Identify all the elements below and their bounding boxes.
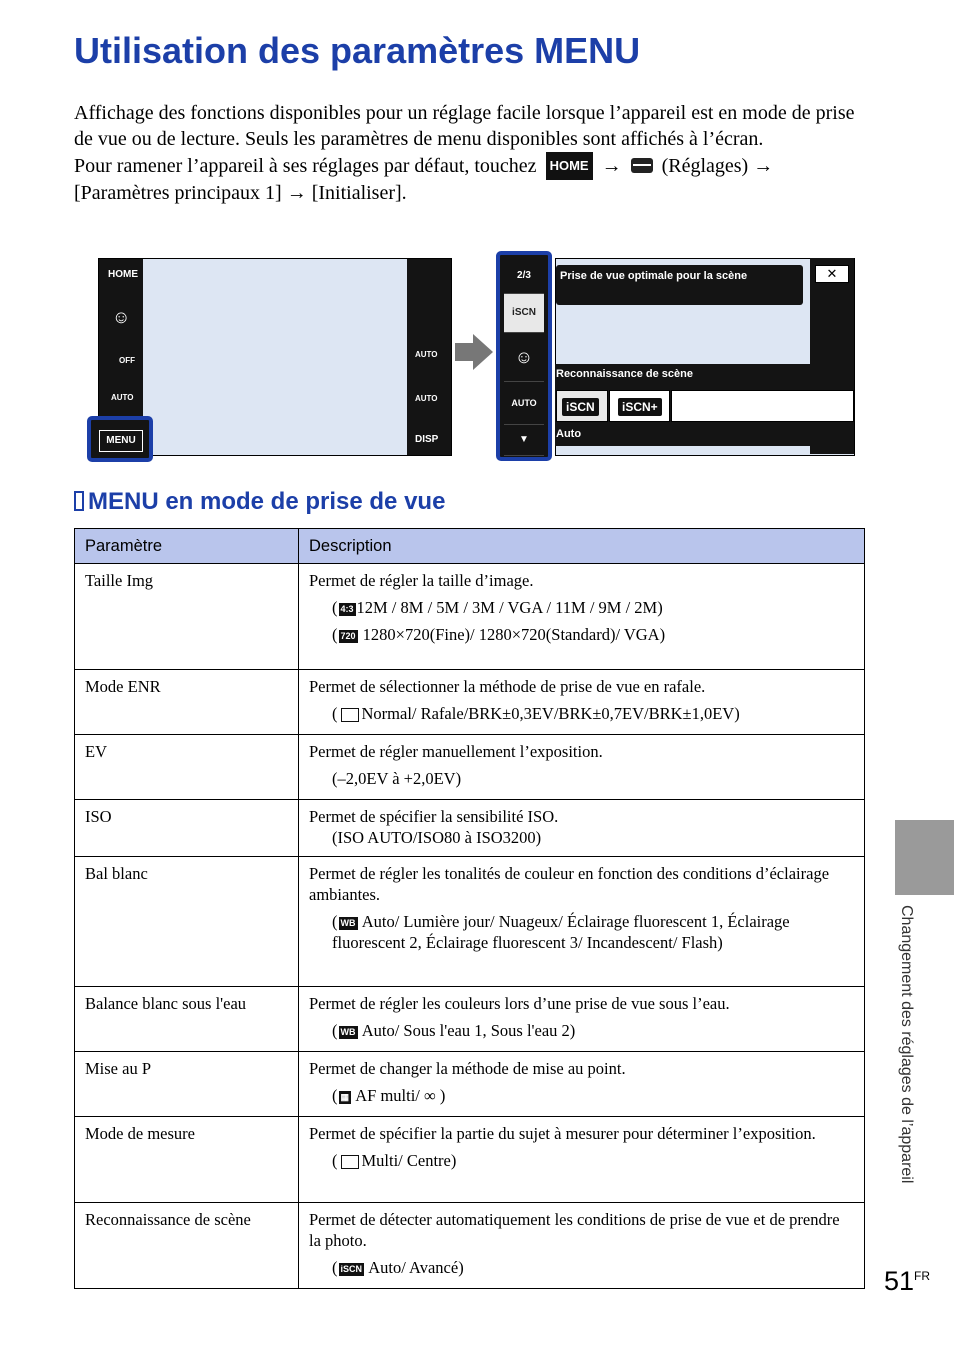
desc-cell <box>299 1117 865 1203</box>
desc-sub-text: AF multi/ ∞ ) <box>355 1086 446 1105</box>
param-cell: Balance blanc sous l'eau <box>75 987 299 1052</box>
desc-sub-text: Auto/ Lumière jour/ Nuageux/ Éclairage fluorescent 1, Éclairage fluorescent 2, Éclairage fluorescent 3/ Incandescent/ Flash) <box>332 912 790 952</box>
table-row <box>75 1203 865 1289</box>
flash-auto-icon: AUTO <box>415 350 438 359</box>
table-row <box>75 800 865 857</box>
iscn-icon: iSCN <box>562 398 599 416</box>
table-header-row <box>75 529 865 564</box>
smile-icon: ☺ <box>112 307 131 327</box>
section-title: MENU en mode de prise de vue <box>88 488 446 515</box>
home-icon: HOME <box>546 152 593 180</box>
intro-text-c: [Paramètres principaux 1] <box>74 182 282 204</box>
macro-auto-icon: AUTO <box>415 394 438 403</box>
intro-text-b: (Réglages) <box>661 155 749 177</box>
page-number <box>884 1266 930 1297</box>
timer-off-icon: OFF <box>119 356 135 365</box>
side-tab <box>895 820 954 895</box>
desc-text: Permet de spécifier la partie du sujet à mesurer pour déterminer l’exposition. <box>309 1124 816 1143</box>
iscn-plus-option[interactable] <box>609 390 670 422</box>
desc-text: Permet de sélectionner la méthode de prise de vue en rafale. <box>309 677 706 696</box>
desc-cell <box>299 1203 865 1289</box>
desc-text: Permet de régler manuellement l’exposition. <box>309 742 603 761</box>
desc-text: Permet de spécifier la sensibilité ISO. <box>309 807 559 826</box>
underwater-wb-icon: WB <box>340 1026 356 1037</box>
iscn-plus-icon: iSCN+ <box>618 398 662 416</box>
menu-popup: Prise de vue optimale pour la scène <box>556 265 803 305</box>
arrow-icon: → <box>753 155 774 177</box>
table-row <box>75 857 865 987</box>
desc-sub: ( 4:3 12M / 8M / 5M / 3M / VGA / 11M / 9M / 2M) <box>332 598 663 617</box>
table-row <box>75 1052 865 1117</box>
menu-table <box>74 528 865 1289</box>
menu-item-iscn[interactable]: iSCN <box>504 294 544 333</box>
iscn-icon: iSCN <box>340 1263 363 1274</box>
table-row <box>75 564 865 670</box>
desc-sub: (–2,0EV à +2,0EV) <box>332 769 462 788</box>
arrow-icon: → <box>286 182 307 204</box>
scene-recognition-value: Auto <box>556 428 582 440</box>
intro-paragraph-2 <box>74 152 864 206</box>
table-row <box>75 735 865 800</box>
metering-multi-icon <box>341 1155 359 1169</box>
hd-fine-icon: 720 <box>340 630 356 641</box>
image-size-icon: 4:3 <box>340 603 354 614</box>
section-heading <box>74 488 445 516</box>
intro-text-a: Pour ramener l’appareil à ses réglages par défaut, touchez <box>74 155 537 177</box>
intro-paragraph-1: Affichage des fonctions disponibles pour un réglage facile lorsque l’appareil est en mode de prise de vue ou de lecture. Seuls les paramètres de menu disponibles sont affichés à l’écran. <box>74 102 855 150</box>
desc-sub: (ISO AUTO/ISO80 à ISO3200) <box>332 828 542 847</box>
empty-option <box>671 390 854 422</box>
desc-text: Permet de régler les couleurs lors d’une prise de vue sous l’eau. <box>309 994 730 1013</box>
param-cell: Mise au P <box>75 1052 299 1117</box>
desc-sub: ( WB Auto/ Lumière jour/ Nuageux/ Éclairage fluorescent 1, Éclairage fluorescent 2, Éclairage fluorescent 3/ Incandescent/ Flash) <box>332 912 790 952</box>
close-icon[interactable]: ✕ <box>815 265 849 283</box>
desc-sub: ( Multi/ Centre) <box>332 1151 457 1170</box>
scene-recognition-title: Reconnaissance de scène <box>556 368 693 380</box>
page-lang: FR <box>914 1269 931 1283</box>
desc-cell <box>299 735 865 800</box>
af-multi-icon: ▦ <box>340 1091 350 1102</box>
desc-cell <box>299 1052 865 1117</box>
desc-cell <box>299 670 865 735</box>
camera-right-bar <box>407 259 451 455</box>
wb-auto-icon: WB <box>340 917 356 928</box>
desc-sub-text: Normal/ Rafale/BRK±0,3EV/BRK±0,7EV/BRK±1,0EV) <box>361 704 740 723</box>
menu-item-face-auto[interactable]: AUTO <box>504 382 544 425</box>
intro-text-d: [Initialiser]. <box>311 182 407 204</box>
flow-arrow-icon <box>455 343 473 361</box>
param-cell: Mode de mesure <box>75 1117 299 1203</box>
intro-text <box>74 100 864 206</box>
desc-sub-text: Auto/ Sous l'eau 1, Sous l'eau 2) <box>361 1021 576 1040</box>
menu-button-highlight[interactable] <box>87 416 153 462</box>
param-cell: Taille Img <box>75 564 299 670</box>
desc-cell <box>299 564 865 670</box>
desc-sub: ( ▦ AF multi/ ∞ ) <box>332 1086 446 1105</box>
page-indicator: 2/3 <box>504 259 544 294</box>
desc-sub-text: 12M / 8M / 5M / 3M / VGA / 11M / 9M / 2M <box>356 598 658 617</box>
desc-text: Permet de régler la taille d’image. <box>309 571 534 590</box>
header-description: Description <box>299 529 865 564</box>
desc-sub-text: Auto/ Avancé) <box>368 1258 464 1277</box>
table-row <box>75 987 865 1052</box>
desc-text: Permet de régler les tonalités de couleur en fonction des conditions d’éclairage ambiantes. <box>309 864 830 904</box>
desc-text: Permet de changer la méthode de mise au point. <box>309 1059 626 1078</box>
disp-label: DISP <box>415 434 439 445</box>
toolbox-icon <box>631 158 653 173</box>
param-cell: EV <box>75 735 299 800</box>
desc-cell <box>299 800 865 857</box>
scroll-down-icon[interactable]: ▼ <box>504 425 544 456</box>
iscn-option[interactable] <box>556 390 608 422</box>
section-marker-icon <box>74 491 84 511</box>
home-label: HOME <box>108 269 138 280</box>
page-title: Utilisation des paramètres MENU <box>74 30 641 71</box>
flow-arrow-head <box>473 334 493 370</box>
table-row <box>75 1117 865 1203</box>
menu-item-smile[interactable]: ☺ <box>504 333 544 382</box>
desc-sub-text: Multi/ Centre) <box>361 1151 457 1170</box>
table-row <box>75 670 865 735</box>
menu-column-highlight <box>496 251 552 461</box>
iauto-icon: AUTO <box>111 393 134 402</box>
desc-cell <box>299 857 865 987</box>
desc-sub: ( WB Auto/ Sous l'eau 1, Sous l'eau 2) <box>332 1021 576 1040</box>
desc-cell <box>299 987 865 1052</box>
param-cell: Bal blanc <box>75 857 299 987</box>
param-cell: ISO <box>75 800 299 857</box>
desc-sub: ( 720 1280×720(Fine)/ 1280×720(Standard)/ VGA) <box>332 625 666 644</box>
desc-sub-text: 1280×720(Fine)/ 1280×720(Standard)/ VGA) <box>362 625 666 644</box>
page-number-value: 51 <box>884 1266 915 1296</box>
param-cell: Reconnaissance de scène <box>75 1203 299 1289</box>
side-label: Changement des réglages de l’appareil <box>898 905 915 1184</box>
param-cell: Mode ENR <box>75 670 299 735</box>
normal-mode-icon <box>341 708 359 722</box>
desc-sub: ( iSCN Auto/ Avancé) <box>332 1258 464 1277</box>
desc-sub: ( Normal/ Rafale/BRK±0,3EV/BRK±0,7EV/BRK±1,0EV) <box>332 704 740 723</box>
desc-text: Permet de détecter automatiquement les conditions de prise de vue et de prendre la photo. <box>309 1210 840 1250</box>
menu-button[interactable]: MENU <box>99 430 143 452</box>
arrow-icon: → <box>601 155 622 177</box>
header-parametre: Paramètre <box>75 529 299 564</box>
